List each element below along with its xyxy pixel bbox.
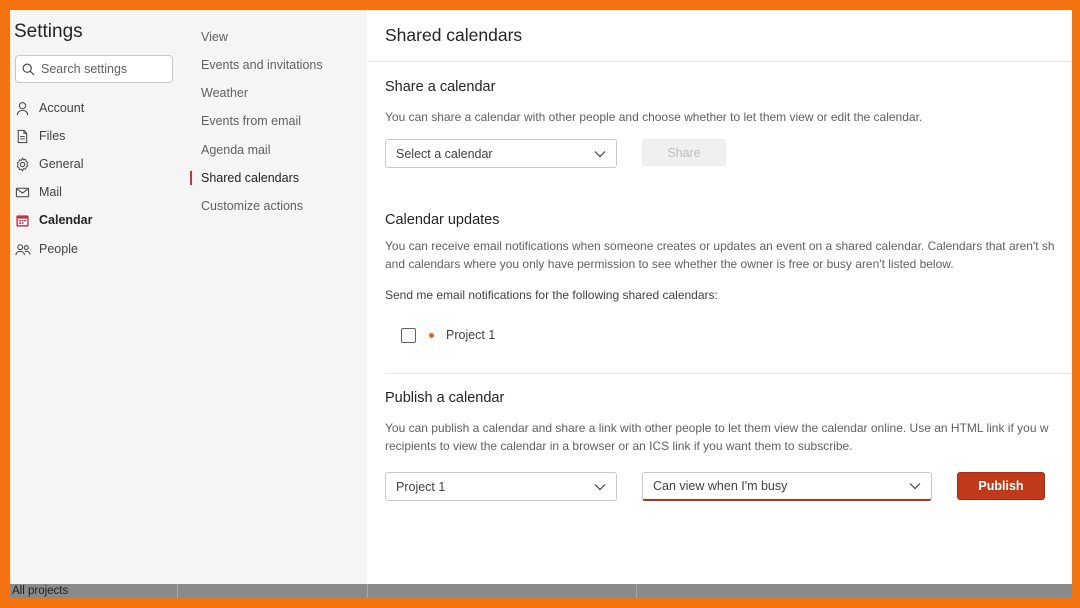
calendar-updates-heading: Calendar updates bbox=[385, 212, 500, 228]
person-icon bbox=[14, 100, 31, 117]
nav-item-calendar[interactable] bbox=[14, 208, 174, 232]
nav-item-label: Calendar bbox=[39, 213, 93, 227]
nav-item-files[interactable] bbox=[14, 124, 174, 148]
search-box[interactable] bbox=[15, 55, 173, 83]
select-calendar-placeholder: Select a calendar bbox=[396, 146, 493, 161]
notifications-prompt: Send me email notifications for the following shared calendars: bbox=[385, 288, 718, 302]
subnav-item-weather[interactable]: Weather bbox=[201, 86, 249, 100]
share-calendar-description: You can share a calendar with other people and choose whether to let them view or edit the calendar. bbox=[385, 110, 923, 124]
publish-calendar-description-line1: You can publish a calendar and share a link with other people to let them view the calendar online. Use an HTML link if you w bbox=[385, 421, 1049, 435]
settings-title: Settings bbox=[14, 21, 83, 42]
calendar-updates-description-line2: and calendars where you only have permission to see whether the owner is free or busy aren't listed below. bbox=[385, 257, 954, 271]
publish-calendar-value: Project 1 bbox=[396, 479, 446, 494]
mail-icon bbox=[14, 184, 31, 201]
search-icon bbox=[22, 63, 35, 76]
publish-calendar-dropdown[interactable] bbox=[385, 472, 617, 501]
project-1-calendar-label: Project 1 bbox=[446, 328, 496, 342]
calendar-icon bbox=[14, 212, 31, 229]
file-icon bbox=[14, 128, 31, 145]
nav-item-mail[interactable] bbox=[14, 180, 174, 204]
chevron-down-icon bbox=[594, 483, 606, 491]
all-projects-label[interactable]: All projects bbox=[12, 585, 69, 597]
app-window bbox=[10, 10, 1072, 598]
project-1-notification-checkbox[interactable] bbox=[401, 328, 416, 343]
page-title: Shared calendars bbox=[385, 25, 523, 45]
permission-dropdown[interactable] bbox=[642, 472, 932, 501]
divider bbox=[385, 373, 1072, 374]
divider bbox=[367, 61, 1072, 62]
divider bbox=[636, 584, 637, 598]
subnav-item-shared-calendars[interactable]: Shared calendars bbox=[201, 171, 299, 185]
chevron-down-icon bbox=[909, 482, 921, 490]
active-indicator bbox=[190, 171, 192, 185]
nav-item-general[interactable] bbox=[14, 152, 174, 176]
shared-calendars-panel bbox=[367, 10, 1072, 584]
nav-item-account[interactable] bbox=[14, 96, 174, 120]
permission-value: Can view when I'm busy bbox=[653, 479, 788, 493]
chevron-down-icon bbox=[594, 150, 606, 158]
bottom-status-bar bbox=[10, 584, 1072, 598]
subnav-item-events-and-invitations[interactable]: Events and invitations bbox=[201, 58, 323, 72]
divider bbox=[367, 584, 368, 598]
publish-calendar-description-line2: recipients to view the calendar in a browser or an ICS link if you want them to subscribe. bbox=[385, 439, 853, 453]
nav-item-label: Files bbox=[39, 129, 66, 143]
search-input[interactable] bbox=[41, 62, 161, 76]
calendar-color-dot bbox=[429, 333, 434, 338]
subnav-item-view[interactable]: View bbox=[201, 30, 228, 44]
subnav-item-customize-actions[interactable]: Customize actions bbox=[201, 199, 304, 213]
calendar-subnav-pane bbox=[180, 10, 367, 584]
settings-nav-pane bbox=[10, 10, 180, 584]
divider bbox=[177, 584, 178, 598]
publish-calendar-heading: Publish a calendar bbox=[385, 390, 505, 406]
nav-item-label: General bbox=[39, 157, 84, 171]
share-calendar-heading: Share a calendar bbox=[385, 79, 496, 95]
people-icon bbox=[14, 241, 31, 258]
nav-item-label: People bbox=[39, 242, 78, 256]
nav-item-people[interactable] bbox=[14, 237, 174, 261]
subnav-item-agenda-mail[interactable]: Agenda mail bbox=[201, 143, 271, 157]
nav-item-label: Mail bbox=[39, 185, 62, 199]
share-button[interactable]: Share bbox=[642, 139, 726, 166]
select-calendar-dropdown[interactable] bbox=[385, 139, 617, 168]
gear-icon bbox=[14, 156, 31, 173]
publish-button[interactable]: Publish bbox=[957, 472, 1045, 500]
nav-item-label: Account bbox=[39, 101, 85, 115]
calendar-updates-description-line1: You can receive email notifications when someone creates or updates an event on a shared calendar. Calendars that aren't sh bbox=[385, 239, 1055, 253]
subnav-item-events-from-email[interactable]: Events from email bbox=[201, 114, 302, 128]
